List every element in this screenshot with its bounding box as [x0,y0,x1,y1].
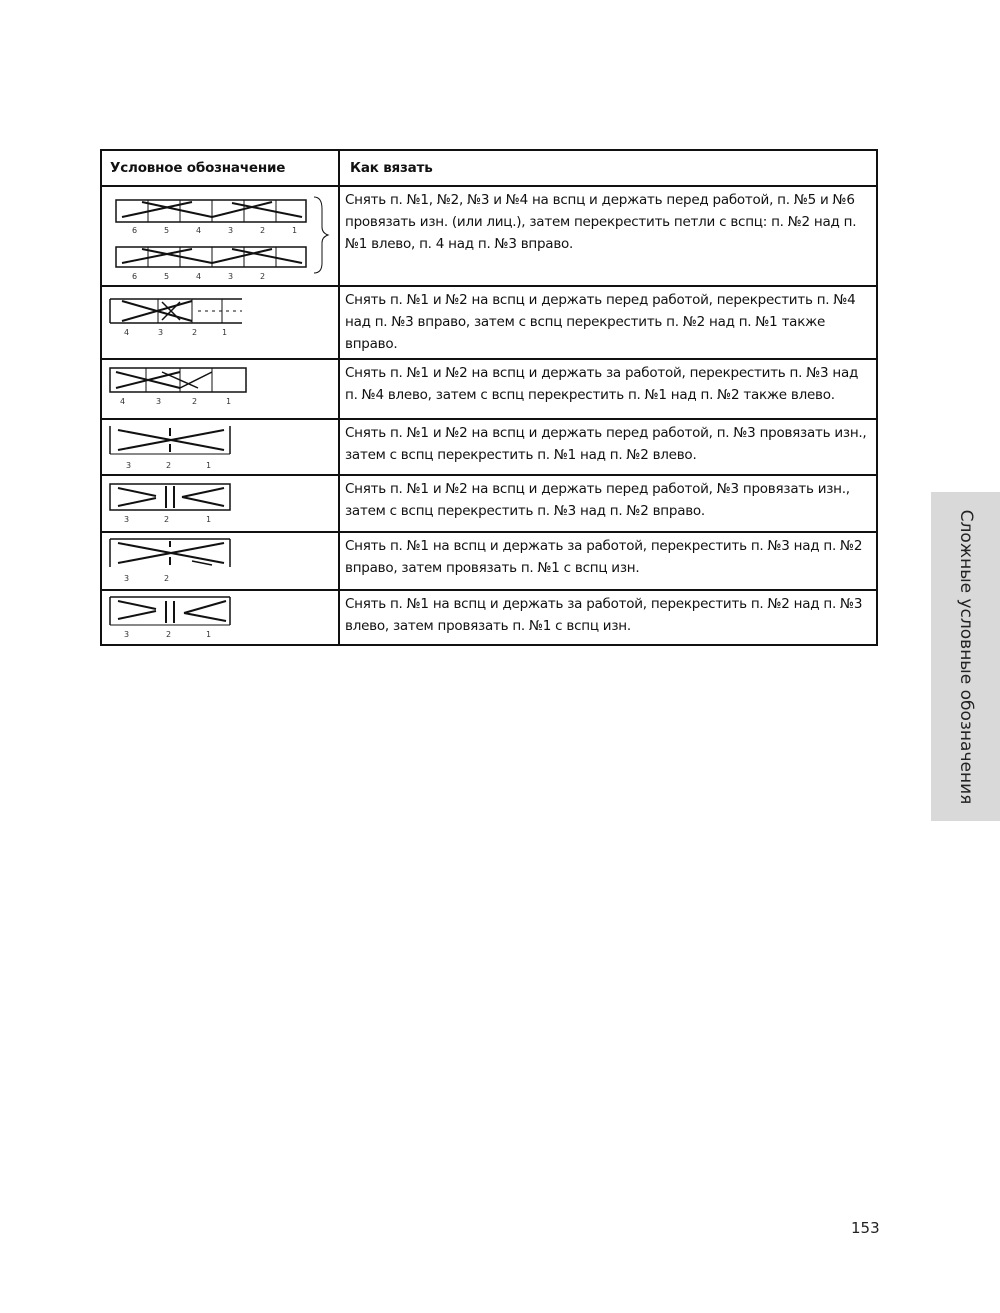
table-row [101,359,877,419]
svg-text:1: 1 [292,226,298,235]
svg-text:6: 6 [132,226,138,235]
table-row [101,419,877,475]
svg-text:1: 1 [206,461,212,470]
table-row [101,286,877,359]
description-cell: Снять п. №1 и №2 на вспц и держать перед работой, п. №3 провязать изн., затем с вспц перекрестить п. №1 над п. №2 влево. [339,419,877,475]
description-cell: Снять п. №1, №2, №3 и №4 на вспц и держать перед работой, п. №5 и №6 провязать изн. (или лиц.), затем перекрестить петли с вспц: п. №2 над п. №1 влево, п. 4 над п. №3 вправо. [339,186,877,286]
svg-text:3: 3 [124,574,130,583]
description-cell: Снять п. №1 и №2 на вспц и держать за работой, перекрестить п. №3 над п. №4 влево, затем с вспц перекрестить п. №1 над п. №2 также влево. [339,359,877,419]
svg-text:2: 2 [192,328,198,337]
header-howto: Как вязать [339,150,877,186]
svg-text:5: 5 [164,226,170,235]
svg-text:3: 3 [156,397,162,406]
table-row [101,532,877,590]
table-row [101,186,877,286]
svg-text:4: 4 [196,226,202,235]
svg-text:1: 1 [222,328,228,337]
svg-text:2: 2 [260,272,266,281]
svg-text:3: 3 [124,630,130,639]
svg-text:5: 5 [164,272,170,281]
svg-text:3: 3 [158,328,164,337]
table-row [101,475,877,532]
cable-3-stitch-back-left-icon [102,591,338,644]
page-number: 153 [851,1219,880,1237]
svg-text:2: 2 [164,515,170,524]
description-cell: Снять п. №1 и №2 на вспц и держать перед работой, №3 провязать изн., затем с вспц перекрестить п. №3 над п. №2 вправо. [339,475,877,532]
symbol-cell [101,286,339,359]
svg-text:6: 6 [132,272,138,281]
svg-text:2: 2 [166,630,172,639]
cable-3-stitch-back-icon [102,533,338,589]
symbol-cell [101,590,339,645]
table-row [101,590,877,645]
symbol-cell [101,475,339,532]
symbol-cell [101,419,339,475]
svg-text:4: 4 [124,328,130,337]
section-side-tab-label: Сложные условные обозначения [955,509,976,804]
svg-text:1: 1 [226,397,232,406]
cable-3-stitch-cross-icon [102,420,338,474]
table-header-row [101,150,877,186]
section-side-tab [931,492,1000,821]
cable-6-stitch-cross-icon [102,187,338,285]
svg-text:2: 2 [166,461,172,470]
svg-text:1: 1 [206,515,212,524]
svg-text:2: 2 [192,397,198,406]
symbols-table [100,149,878,646]
svg-text:3: 3 [228,272,234,281]
svg-text:4: 4 [120,397,126,406]
svg-text:3: 3 [126,461,132,470]
symbol-cell [101,532,339,590]
cable-4-stitch-right-cross-icon [102,287,338,357]
svg-text:3: 3 [124,515,130,524]
cable-3-stitch-front-icon [102,476,338,531]
svg-text:3: 3 [228,226,234,235]
description-cell: Снять п. №1 на вспц и держать за работой, перекрестить п. №2 над п. №3 влево, затем провязать п. №1 с вспц изн. [339,590,877,645]
description-cell: Снять п. №1 и №2 на вспц и держать перед работой, перекрестить п. №4 над п. №3 вправо, затем с вспц перекрестить п. №2 над п. №1 также вправо. [339,286,877,359]
symbol-cell [101,359,339,419]
svg-text:2: 2 [164,574,170,583]
cable-4-stitch-left-cross-icon [102,360,338,418]
symbol-cell [101,186,339,286]
header-symbol: Условное обозначение [101,150,339,186]
svg-text:1: 1 [206,630,212,639]
svg-text:2: 2 [260,226,266,235]
description-cell: Снять п. №1 на вспц и держать за работой, перекрестить п. №3 над п. №2 вправо, затем провязать п. №1 с вспц изн. [339,532,877,590]
svg-text:4: 4 [196,272,202,281]
